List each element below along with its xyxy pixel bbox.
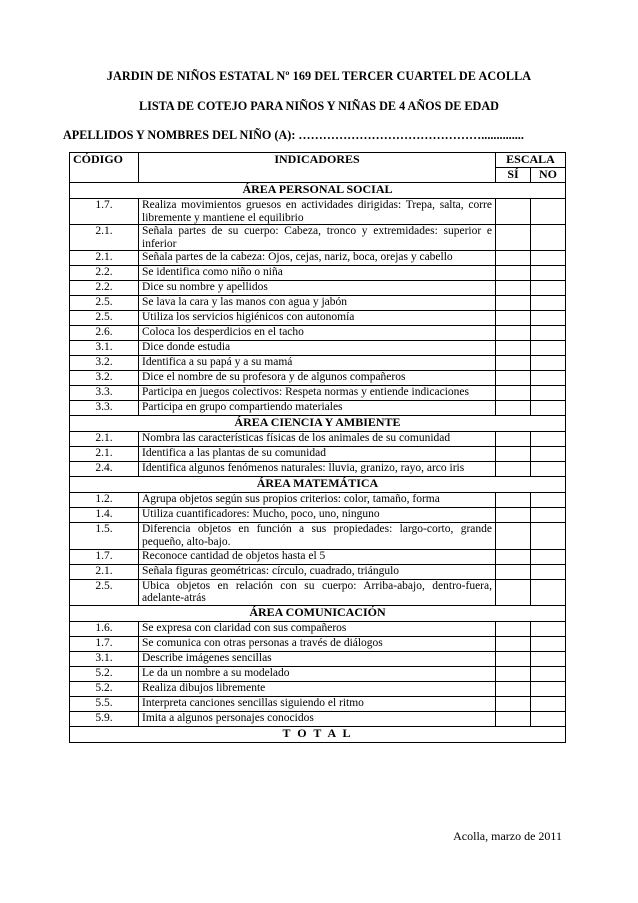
yes-checkbox-cell[interactable] xyxy=(496,681,531,696)
yes-checkbox-cell[interactable] xyxy=(496,621,531,636)
table-row xyxy=(70,621,566,636)
item-indicator: Interpreta canciones sencillas siguiendo el ritmo xyxy=(139,696,496,711)
area-row xyxy=(70,183,566,199)
no-checkbox-cell[interactable] xyxy=(531,462,566,477)
item-code: 1.2. xyxy=(70,493,139,508)
no-checkbox-cell[interactable] xyxy=(531,711,566,726)
item-code: 5.9. xyxy=(70,711,139,726)
no-checkbox-cell[interactable] xyxy=(531,508,566,523)
item-indicator: Nombra las características físicas de los animales de su comunidad xyxy=(139,432,496,447)
no-checkbox-cell[interactable] xyxy=(531,401,566,416)
item-code: 3.3. xyxy=(70,401,139,416)
total-label: T O T A L xyxy=(70,726,566,742)
table-row xyxy=(70,281,566,296)
no-checkbox-cell[interactable] xyxy=(531,225,566,251)
no-checkbox-cell[interactable] xyxy=(531,432,566,447)
item-code: 2.1. xyxy=(70,225,139,251)
item-indicator: Participa en grupo compartiendo materiales xyxy=(139,401,496,416)
item-indicator: Ubica objetos en relación con su cuerpo: Arriba-abajo, dentro-fuera, adelante-atrás xyxy=(139,579,496,605)
yes-checkbox-cell[interactable] xyxy=(496,401,531,416)
yes-checkbox-cell[interactable] xyxy=(496,549,531,564)
yes-checkbox-cell[interactable] xyxy=(496,311,531,326)
table-row xyxy=(70,432,566,447)
header-scale: ESCALA xyxy=(496,153,566,168)
item-indicator: Identifica a las plantas de su comunidad xyxy=(139,447,496,462)
no-checkbox-cell[interactable] xyxy=(531,386,566,401)
yes-checkbox-cell[interactable] xyxy=(496,579,531,605)
item-indicator: Le da un nombre a su modelado xyxy=(139,666,496,681)
student-name-line: APELLIDOS Y NOMBRES DEL NIÑO (A): ……………………………………….............. xyxy=(63,128,524,142)
table-row xyxy=(70,251,566,266)
no-checkbox-cell[interactable] xyxy=(531,311,566,326)
item-indicator: Señala figuras geométricas: círculo, cuadrado, triángulo xyxy=(139,564,496,579)
no-checkbox-cell[interactable] xyxy=(531,579,566,605)
item-indicator: Diferencia objetos en función a sus propiedades: largo-corto, grande pequeño, alto-bajo. xyxy=(139,523,496,549)
item-code: 2.2. xyxy=(70,281,139,296)
place-date: Acolla, marzo de 2011 xyxy=(453,829,562,843)
header-indicators: INDICADORES xyxy=(139,153,496,183)
item-indicator: Utiliza cuantificadores: Mucho, poco, uno, ninguno xyxy=(139,508,496,523)
no-checkbox-cell[interactable] xyxy=(531,696,566,711)
total-row xyxy=(70,726,566,742)
yes-checkbox-cell[interactable] xyxy=(496,523,531,549)
yes-checkbox-cell[interactable] xyxy=(496,371,531,386)
yes-checkbox-cell[interactable] xyxy=(496,462,531,477)
table-body xyxy=(70,183,566,743)
item-code: 2.5. xyxy=(70,579,139,605)
yes-checkbox-cell[interactable] xyxy=(496,266,531,281)
checklist-table xyxy=(69,152,566,743)
item-indicator: Se lava la cara y las manos con agua y jabón xyxy=(139,296,496,311)
table-row xyxy=(70,579,566,605)
no-checkbox-cell[interactable] xyxy=(531,636,566,651)
table-row xyxy=(70,711,566,726)
yes-checkbox-cell[interactable] xyxy=(496,432,531,447)
item-indicator: Coloca los desperdicios en el tacho xyxy=(139,326,496,341)
item-indicator: Dice su nombre y apellidos xyxy=(139,281,496,296)
item-indicator: Realiza movimientos gruesos en actividades dirigidas: Trepa, salta, corre libremente y mantiene el equilibrio xyxy=(139,199,496,225)
yes-checkbox-cell[interactable] xyxy=(496,447,531,462)
item-indicator: Agrupa objetos según sus propios criterios: color, tamaño, forma xyxy=(139,493,496,508)
table-row xyxy=(70,493,566,508)
checklist-title: LISTA DE COTEJO PARA NIÑOS Y NIÑAS DE 4 AÑOS DE EDAD xyxy=(139,99,499,113)
yes-checkbox-cell[interactable] xyxy=(496,296,531,311)
item-code: 3.3. xyxy=(70,386,139,401)
yes-checkbox-cell[interactable] xyxy=(496,493,531,508)
item-code: 1.5. xyxy=(70,523,139,549)
area-row xyxy=(70,416,566,432)
table-row xyxy=(70,341,566,356)
area-title: ÁREA PERSONAL SOCIAL xyxy=(70,183,566,199)
item-code: 2.1. xyxy=(70,251,139,266)
item-code: 2.1. xyxy=(70,447,139,462)
yes-checkbox-cell[interactable] xyxy=(496,281,531,296)
table-row xyxy=(70,296,566,311)
school-title: JARDIN DE NIÑOS ESTATAL Nº 169 DEL TERCER CUARTEL DE ACOLLA xyxy=(106,69,532,83)
item-code: 2.2. xyxy=(70,266,139,281)
item-code: 3.2. xyxy=(70,356,139,371)
header-yes: SÍ xyxy=(496,168,531,183)
no-checkbox-cell[interactable] xyxy=(531,681,566,696)
table-row xyxy=(70,564,566,579)
yes-checkbox-cell[interactable] xyxy=(496,356,531,371)
item-code: 1.4. xyxy=(70,508,139,523)
item-indicator: Dice donde estudia xyxy=(139,341,496,356)
item-indicator: Realiza dibujos libremente xyxy=(139,681,496,696)
table-row xyxy=(70,508,566,523)
item-code: 1.7. xyxy=(70,199,139,225)
item-code: 2.1. xyxy=(70,564,139,579)
table-row xyxy=(70,636,566,651)
no-checkbox-cell[interactable] xyxy=(531,666,566,681)
item-code: 5.5. xyxy=(70,696,139,711)
no-checkbox-cell[interactable] xyxy=(531,281,566,296)
table-row xyxy=(70,401,566,416)
no-checkbox-cell[interactable] xyxy=(531,251,566,266)
item-indicator: Señala partes de su cuerpo: Cabeza, tronco y extremidades: superior e inferior xyxy=(139,225,496,251)
area-title: ÁREA MATEMÁTICA xyxy=(70,477,566,493)
table-row xyxy=(70,696,566,711)
item-indicator: Imita a algunos personajes conocidos xyxy=(139,711,496,726)
item-code: 3.2. xyxy=(70,371,139,386)
table-row xyxy=(70,681,566,696)
no-checkbox-cell[interactable] xyxy=(531,651,566,666)
yes-checkbox-cell[interactable] xyxy=(496,225,531,251)
no-checkbox-cell[interactable] xyxy=(531,564,566,579)
yes-checkbox-cell[interactable] xyxy=(496,651,531,666)
table-row xyxy=(70,225,566,251)
no-checkbox-cell[interactable] xyxy=(531,296,566,311)
table-row xyxy=(70,356,566,371)
no-checkbox-cell[interactable] xyxy=(531,371,566,386)
table-row xyxy=(70,523,566,549)
no-checkbox-cell[interactable] xyxy=(531,621,566,636)
no-checkbox-cell[interactable] xyxy=(531,341,566,356)
item-code: 1.6. xyxy=(70,621,139,636)
yes-checkbox-cell[interactable] xyxy=(496,696,531,711)
yes-checkbox-cell[interactable] xyxy=(496,711,531,726)
header-no: NO xyxy=(531,168,566,183)
table-row xyxy=(70,371,566,386)
yes-checkbox-cell[interactable] xyxy=(496,564,531,579)
yes-checkbox-cell[interactable] xyxy=(496,251,531,266)
yes-checkbox-cell[interactable] xyxy=(496,386,531,401)
table-row xyxy=(70,386,566,401)
item-indicator: Se expresa con claridad con sus compañeros xyxy=(139,621,496,636)
no-checkbox-cell[interactable] xyxy=(531,266,566,281)
yes-checkbox-cell[interactable] xyxy=(496,326,531,341)
no-checkbox-cell[interactable] xyxy=(531,493,566,508)
no-checkbox-cell[interactable] xyxy=(531,523,566,549)
yes-checkbox-cell[interactable] xyxy=(496,199,531,225)
yes-checkbox-cell[interactable] xyxy=(496,341,531,356)
table-header-row xyxy=(70,153,566,168)
table-row xyxy=(70,199,566,225)
item-indicator: Utiliza los servicios higiénicos con autonomía xyxy=(139,311,496,326)
table-row xyxy=(70,651,566,666)
item-indicator: Reconoce cantidad de objetos hasta el 5 xyxy=(139,549,496,564)
yes-checkbox-cell[interactable] xyxy=(496,508,531,523)
item-indicator: Identifica algunos fenómenos naturales: lluvia, granizo, rayo, arco iris xyxy=(139,462,496,477)
no-checkbox-cell[interactable] xyxy=(531,356,566,371)
no-checkbox-cell[interactable] xyxy=(531,549,566,564)
table-row xyxy=(70,549,566,564)
item-indicator: Participa en juegos colectivos: Respeta normas y entiende indicaciones xyxy=(139,386,496,401)
area-title: ÁREA COMUNICACIÓN xyxy=(70,605,566,621)
area-title: ÁREA CIENCIA Y AMBIENTE xyxy=(70,416,566,432)
item-code: 5.2. xyxy=(70,666,139,681)
area-row xyxy=(70,477,566,493)
item-indicator: Señala partes de la cabeza: Ojos, cejas, nariz, boca, orejas y cabello xyxy=(139,251,496,266)
yes-checkbox-cell[interactable] xyxy=(496,636,531,651)
item-code: 2.5. xyxy=(70,296,139,311)
item-code: 3.1. xyxy=(70,651,139,666)
item-indicator: Se comunica con otras personas a través de diálogos xyxy=(139,636,496,651)
item-code: 3.1. xyxy=(70,341,139,356)
table-row xyxy=(70,447,566,462)
item-code: 2.5. xyxy=(70,311,139,326)
yes-checkbox-cell[interactable] xyxy=(496,666,531,681)
table-row xyxy=(70,666,566,681)
item-code: 1.7. xyxy=(70,636,139,651)
header-code: CÓDIGO xyxy=(70,153,139,183)
no-checkbox-cell[interactable] xyxy=(531,447,566,462)
item-code: 2.6. xyxy=(70,326,139,341)
table-row xyxy=(70,266,566,281)
no-checkbox-cell[interactable] xyxy=(531,326,566,341)
item-indicator: Identifica a su papá y a su mamá xyxy=(139,356,496,371)
item-code: 2.1. xyxy=(70,432,139,447)
no-checkbox-cell[interactable] xyxy=(531,199,566,225)
area-row xyxy=(70,605,566,621)
table-row xyxy=(70,326,566,341)
item-code: 5.2. xyxy=(70,681,139,696)
item-indicator: Describe imágenes sencillas xyxy=(139,651,496,666)
table-row xyxy=(70,462,566,477)
item-indicator: Dice el nombre de su profesora y de algunos compañeros xyxy=(139,371,496,386)
item-indicator: Se identifica como niño o niña xyxy=(139,266,496,281)
table-row xyxy=(70,311,566,326)
item-code: 1.7. xyxy=(70,549,139,564)
item-code: 2.4. xyxy=(70,462,139,477)
